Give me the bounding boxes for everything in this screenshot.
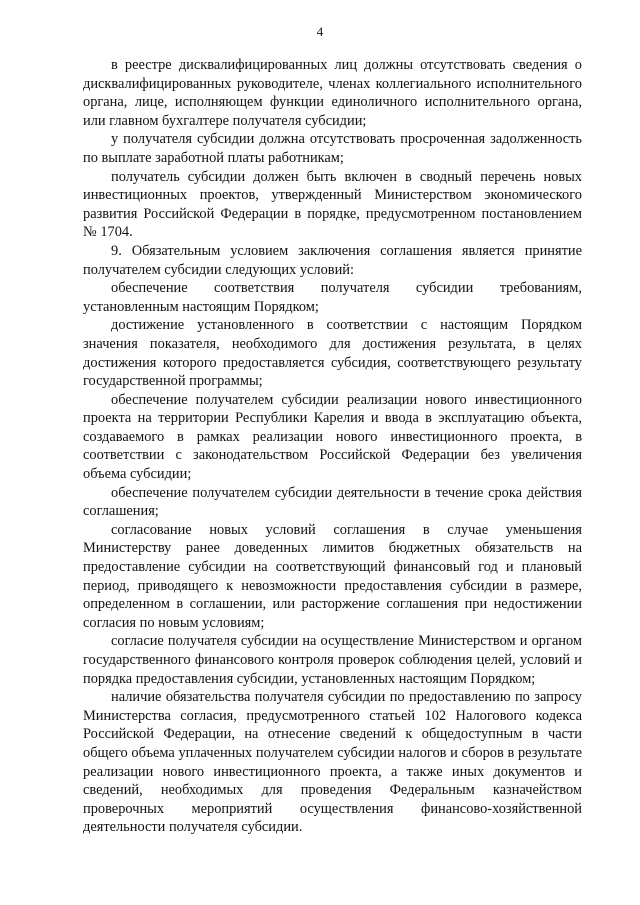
paragraph-disqualified-registry: в реестре дисквалифицированных лиц должны отсутствовать сведения о дисквалифицированных руководителе, членах коллегиального исполнительного органа, лице, исполняющем функции единоличного исполнительного органа, или главном бухгалтере получателя субсидии; bbox=[83, 57, 582, 129]
paragraph-wage-arrears: у получателя субсидии должна отсутствовать просроченная задолженность по выплате заработной платы работникам; bbox=[83, 131, 582, 166]
paragraph-indicator: достижение установленного в соответствии с настоящим Порядком значения показателя, необходимого для достижения результата, в целях достижения которого предоставляется субсидия, соответствующего результату государственной программы; bbox=[83, 317, 582, 390]
paragraph-investment-list: получатель субсидии должен быть включен в сводный перечень новых инвестиционных проектов, утвержденный Министерством экономического развития Российской Федерации в порядке, предусмотренном постановлением № 1704. bbox=[83, 168, 582, 241]
paragraph-audit-consent: согласие получателя субсидии на осуществление Министерством и органом государственного финансового контроля проверок соблюдения целей, условий и порядка предоставления субсидии, установленных настоящим Порядком; bbox=[83, 633, 582, 687]
page-number: 4 bbox=[316, 24, 324, 39]
document-body bbox=[83, 56, 582, 837]
paragraph-new-conditions: согласование новых условий соглашения в случае уменьшения Министерству ранее доведенных лимитов бюджетных обязательств на предоставление субсидии на соответствующий финансовый год и плановый период, приводящего к невозможности предоставления субсидии в размере, определенном в соглашении, или расторжение соглашения при недостижении согласия по новым условиям; bbox=[83, 521, 582, 631]
paragraph-clause-9: 9. Обязательным условием заключения соглашения является принятие получателем субсидии следующих условий: bbox=[83, 242, 582, 278]
paragraph-project-implementation: обеспечение получателем субсидии реализации нового инвестиционного проекта на территории Республики Карелия и ввода в эксплуатацию объекта, создаваемого в рамках реализации нового инвестиционного проекта, в соответствии с законодательством Российской Федерации без увеличения объема субсидии; bbox=[83, 391, 582, 483]
paragraph-compliance: обеспечение соответствия получателя субсидии требованиям, установленным настоящим Порядком; bbox=[83, 280, 582, 315]
paragraph-activity-term: обеспечение получателем субсидии деятельности в течение срока действия соглашения; bbox=[83, 484, 582, 520]
paragraph-tax-disclosure: наличие обязательства получателя субсидии по предоставлению по запросу Министерства согласия, предусмотренного статьей 102 Налогового кодекса Российской Федерации, на отнесение сведений к общедоступным в части общего объема уплаченных получателем субсидии налогов и сборов в результате реализации нового инвестиционного проекта, а также иных документов и сведений, необходимых для проведения Федеральным казначейством проверочных мероприятий осуществления финансово-хозяйственной деятельности получателя субсидии. bbox=[83, 689, 582, 836]
